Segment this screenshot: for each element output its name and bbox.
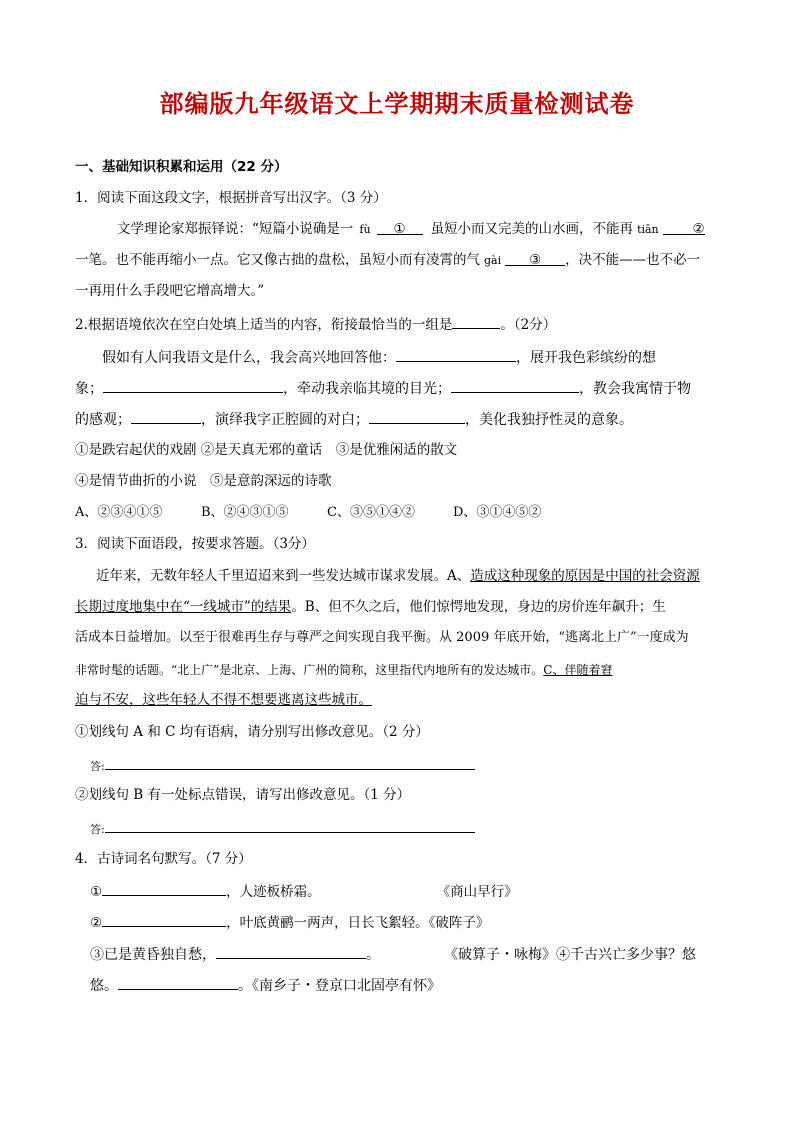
q4-text: ③已是黄昏独自愁， [90,947,216,963]
sentence-c-end: 迫与不安，这些年轻人不得不想要逃离这些城市。 [75,692,372,708]
q4-stem: 4．古诗词名句默写。（7 分） [75,851,252,867]
q1-text: 一笔。也不能再缩小一点。它又像古拙的盘松，虽短小而有凌霄的气 [75,252,480,268]
answer-blank[interactable] [396,346,516,362]
q4-line3 [90,943,696,965]
answer-blank[interactable] [102,880,226,896]
q4-text: 。 [366,947,380,963]
q2-text: ，牵动我亲临其境的目光； [283,381,451,397]
answer-blank[interactable] [377,219,423,235]
q3-text: 近年来，无数年轻人千里迢迢来到一些发达城市谋求发展。A、 [96,568,471,584]
q2-options-1: ①是跌宕起伏的戏剧 ②是天真无邪的童话 ③是优雅闲适的散文 [75,442,458,458]
answer-blank[interactable] [452,313,500,329]
q2-text: ，教会我寓情于物 [579,381,691,397]
answer-blank[interactable] [118,974,238,990]
q4-number: ① [90,884,103,900]
q2-line2 [75,377,691,399]
choice-b[interactable]: B、②④③①⑤ [201,505,289,520]
q3-sub1: ①划线句 A 和 C 均有语病，请分别写出修改意见。（2 分） [75,724,429,740]
q4-number: ② [90,915,103,931]
q2-text: 的感观； [75,412,131,428]
choice-a[interactable]: A、②③④①⑤ [75,505,163,520]
sentence-b: 活成本日益增加 [75,630,167,645]
q4-line4 [90,974,441,996]
q3-answer-1 [90,754,475,777]
pinyin: gài [484,254,502,267]
choice-d[interactable]: D、③①④⑤② [453,505,542,520]
q2-choices [75,503,563,523]
q2-stem-score: 。（2分） [500,317,557,333]
q2-text: ，演绎我字正腔圆的对白； [201,412,369,428]
q4-source: 《商山早行》 [436,884,518,900]
answer-blank[interactable] [131,408,201,424]
answer-line[interactable] [105,817,475,833]
blank-number: ③ [529,252,542,268]
q1-text: 文学理论家郑振铎说：“短篇小说确是一 [117,221,354,237]
q3-para-line3 [75,628,689,648]
q1-stem: 1．阅读下面这段文字，根据拼音写出汉字。（3 分） [75,190,387,206]
q3-para-line4 [75,660,612,680]
answer-blank[interactable] [216,943,366,959]
q1-text: ，决不能——也不必一 [565,252,701,268]
sentence-b: 。B、但不久之后，他们惊愕地发现，身边的房价连年飙升；生 [291,599,666,615]
blank-number: ② [692,221,705,237]
q2-line1 [102,346,656,368]
choice-c[interactable]: C、③⑤①④② [327,505,415,520]
q1-line2 [75,250,700,271]
answer-blank[interactable] [451,377,579,393]
sentence-a: 造成这种现象的原因是中国的社会资源 [470,568,700,584]
q2-stem [75,313,556,335]
q4-text: 。《南乡子・登京口北固亭有怀》 [238,978,441,994]
pinyin: fù [359,223,371,236]
answer-blank[interactable] [369,408,465,424]
answer-line[interactable] [105,754,475,770]
q4-text: ，人迹板桥霜。 [226,884,321,900]
answer-label: 答: [90,760,105,773]
answer-blank[interactable] [663,219,705,235]
q3-para-line1 [96,566,700,586]
q4-line2 [90,911,489,933]
q4-text: ，叶底黄鹂一两声，日长飞絮轻。《破阵子》 [226,915,490,931]
q1-text: 虽短小而又完美的山水画，不能再 [430,221,634,237]
q3-stem: 3．阅读下面语段，按要求答题。（3分） [75,536,315,552]
q1-line3: 一再用什么手段吧它增高增大。” [75,283,265,299]
answer-label: 答: [90,823,105,836]
sentence-a: 长期过度地集中在“一线城市”的结果 [75,599,292,615]
q2-text: 假如有人问我语文是什么，我会高兴地回答他： [102,350,396,366]
q2-text: ，美化我独抒性灵的意象。 [465,412,633,428]
q3-answer-2 [90,817,475,840]
page-title: 部编版九年级语文上学期期末质量检测试卷 [159,90,635,118]
q1-line1 [117,219,705,240]
section-heading: 一、基础知识积累和运用（22 分） [75,159,288,175]
answer-blank[interactable] [505,250,565,266]
q3-sub2: ②划线句 B 有一处标点错误，请写出修改意见。（1 分） [75,787,411,803]
sentence-c: C、伴随着窘 [543,663,613,677]
q2-text: ，展开我色彩缤纷的想 [516,350,656,366]
q2-stem-text: 2.根据语境依次在空白处填上适当的内容，衔接最恰当的一组是 [75,317,453,333]
q3-text: 非常时髦的话题。“北上广”是北京、上海、广州的简称，这里指代内地所有的发达城市。 [75,663,544,677]
q2-text: 象； [75,381,103,397]
q4-line1 [90,880,518,902]
q2-options-2: ④是情节曲折的小说 ⑤是意韵深远的诗歌 [75,473,332,489]
answer-blank[interactable] [102,911,226,927]
blank-number: ① [393,221,406,237]
q4-text: 悠。 [90,978,118,994]
q3-text: 。以至于很难再生存与尊严之间实现自我平衡。从 2009 年底开始，“逃离北上广”一度成为 [166,630,689,645]
q3-para-line2 [75,597,666,617]
q4-text: 《破算子・咏梅》④千古兴亡多少事？悠 [444,947,696,963]
q2-line3 [75,408,633,430]
pinyin: tiān [637,223,659,236]
answer-blank[interactable] [103,377,283,393]
